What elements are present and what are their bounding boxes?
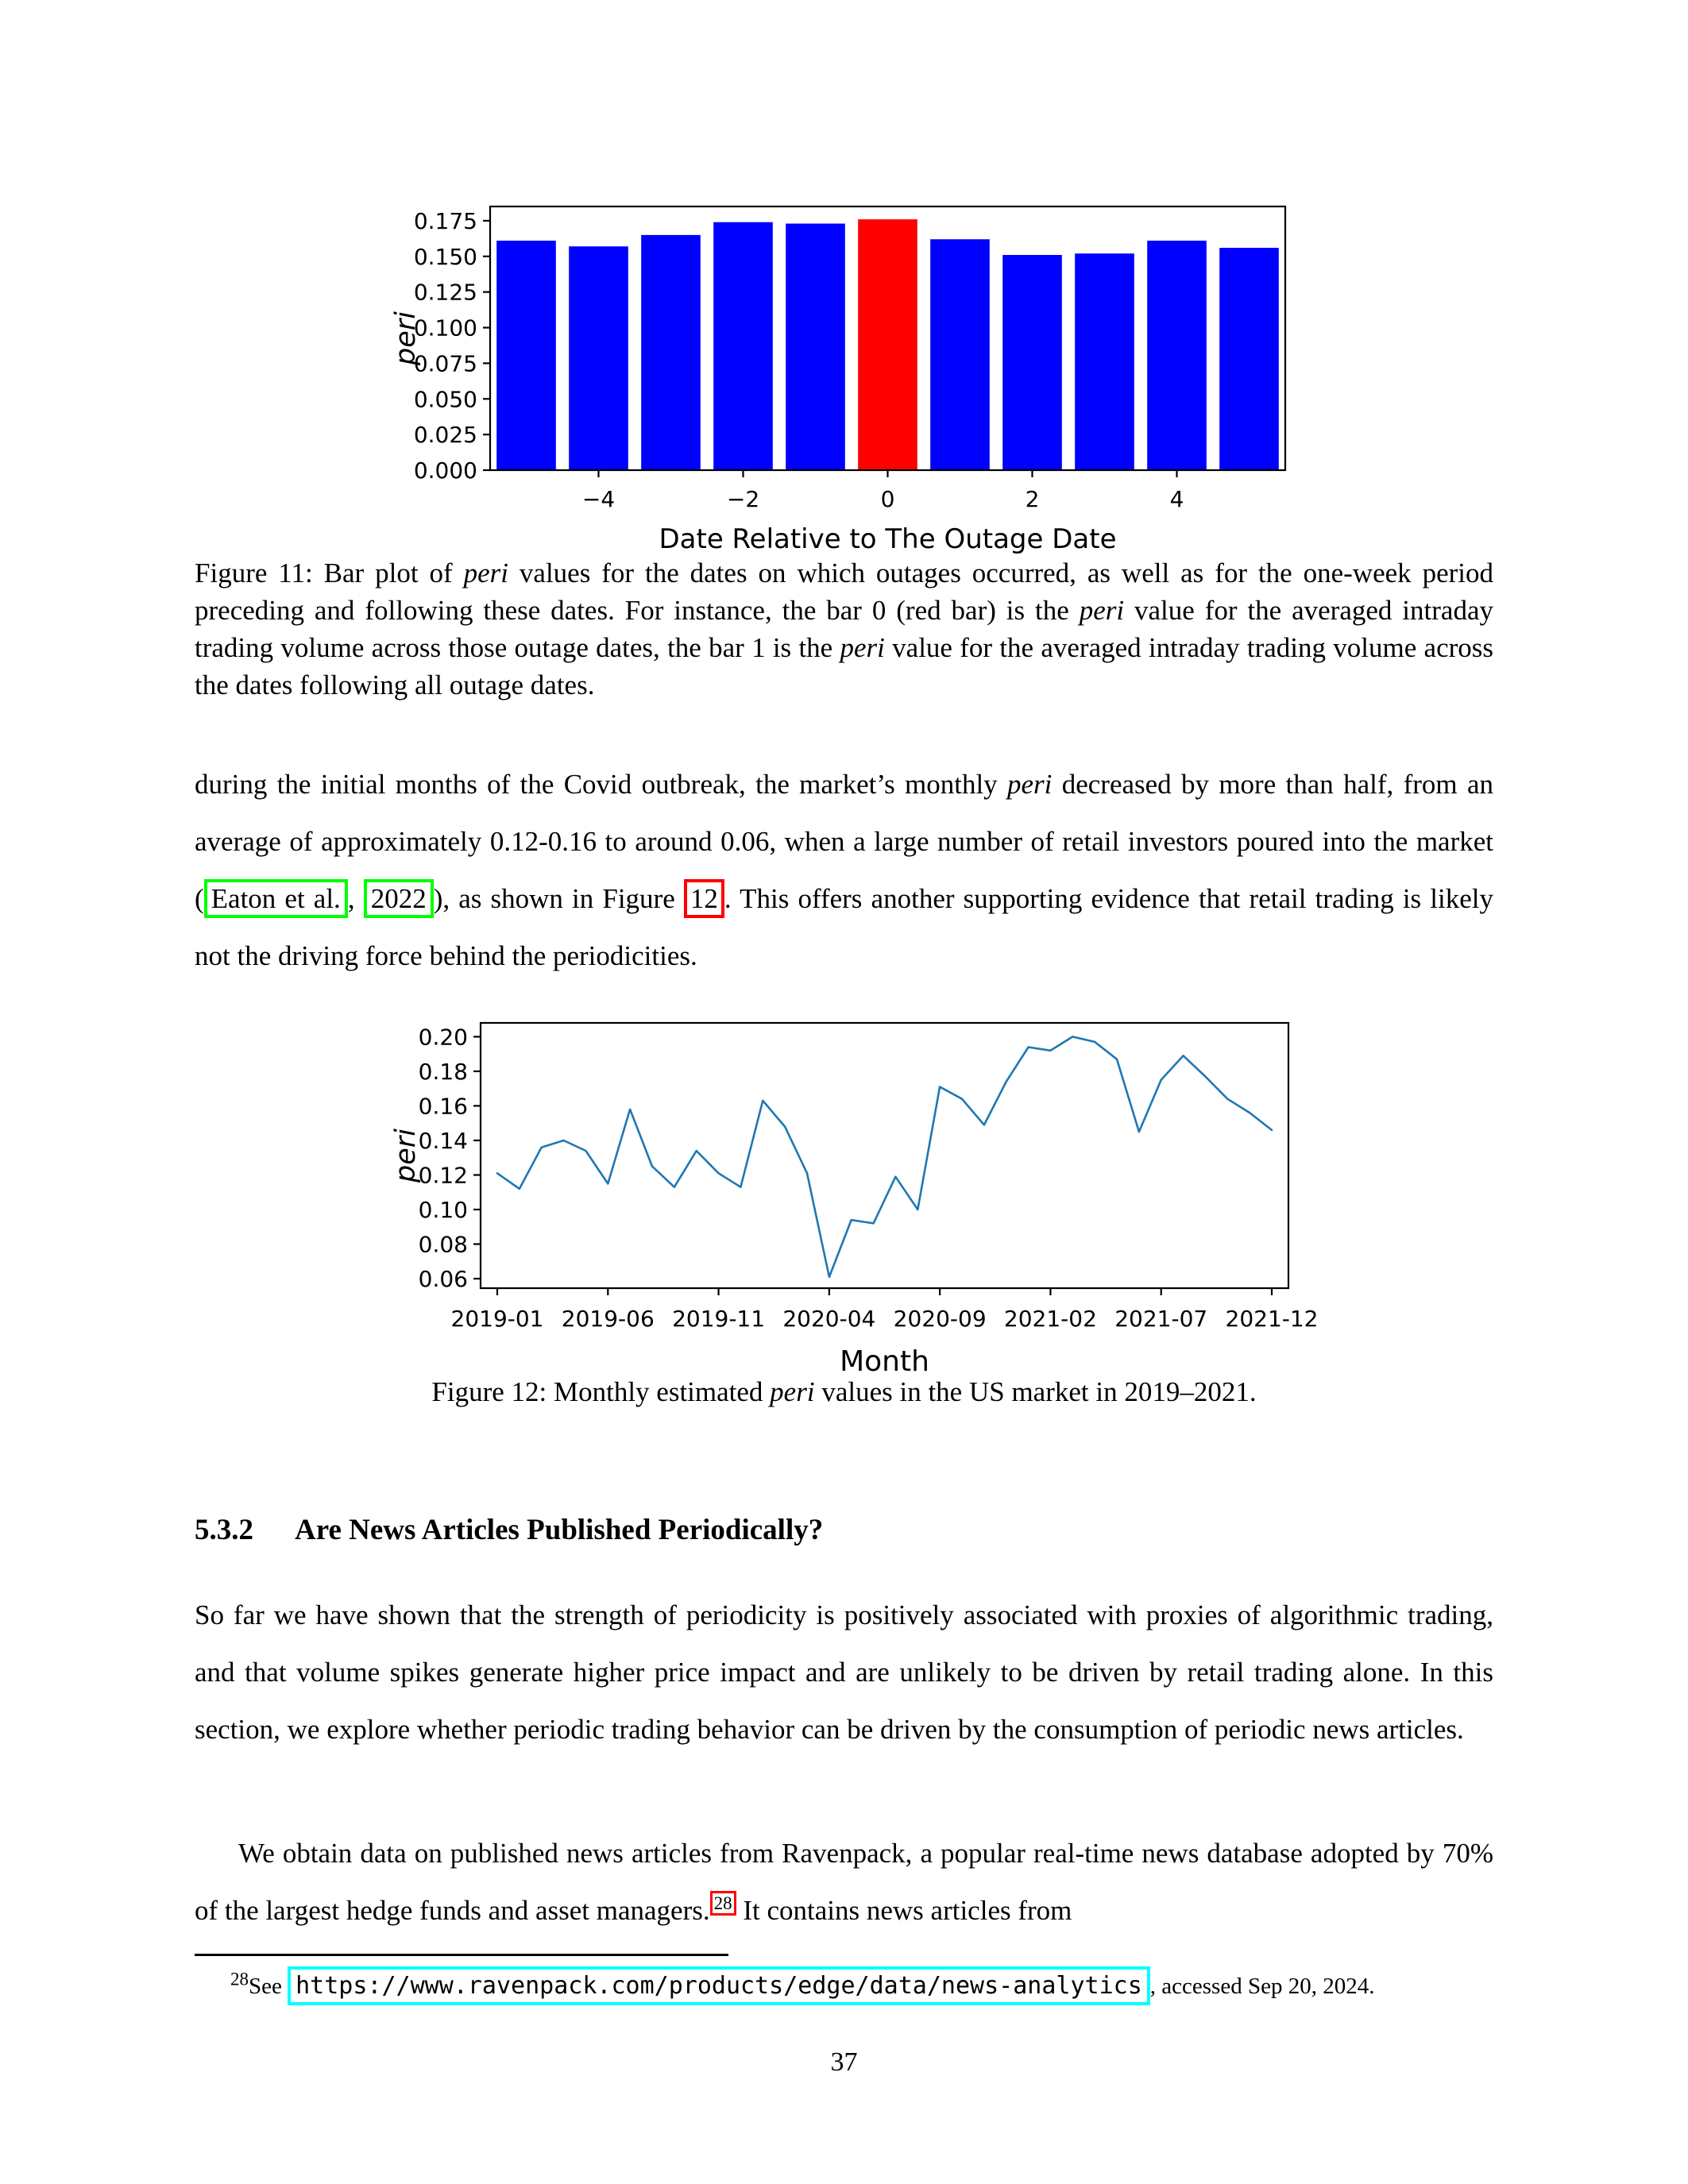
caption12-text: Figure 12: Monthly estimated [431, 1376, 771, 1407]
figure12-line-chart [357, 994, 1327, 1383]
x-axis-label: Month [840, 1345, 929, 1378]
y-tick-label: 0.06 [418, 1266, 468, 1293]
caption11-text: value for the averaged intraday trading volume across those outage dates, the bar 1 is the [195, 595, 1493, 663]
paragraph-text: . This offers another supporting evidence that retail trading is likely not the driving force behind the periodicities. [195, 883, 1494, 971]
paragraph-text: ), as shown in Figure [433, 883, 684, 914]
y-tick-label: 0.14 [418, 1127, 468, 1154]
peri-series-line [497, 1036, 1272, 1277]
x-tick-label: 2 [1025, 486, 1040, 512]
caption12-text: values in the US market in 2019–2021. [814, 1376, 1257, 1407]
paragraph-1 [195, 756, 1493, 985]
y-axis-label: peri [390, 311, 422, 365]
footnote-text: See [249, 1974, 288, 1999]
x-tick-label: 2021-07 [1114, 1306, 1208, 1332]
citation-link-authors[interactable]: Eaton et al. [204, 879, 348, 918]
bar-x-3 [641, 235, 701, 470]
caption11-text: Figure 11: Bar plot of [195, 558, 464, 588]
bar-x2 [1002, 255, 1062, 470]
x-tick-label: 2021-12 [1225, 1306, 1319, 1332]
y-axis-label: peri [390, 1129, 422, 1183]
bar-x-2 [713, 222, 773, 470]
footnote-rule [195, 1954, 728, 1956]
footnote-marker: 28 [230, 1969, 249, 1989]
bar-x-4 [569, 246, 628, 470]
y-tick-label: 0.025 [413, 422, 477, 449]
section-heading [195, 1513, 1493, 1547]
bar-x3 [1075, 253, 1134, 470]
x-tick-label: 2019-01 [450, 1306, 544, 1332]
caption11-text: values for the dates on which outages occurred, as well as for the one-week period preceding and following these dates. For instance, the bar 0 (red bar) is the [195, 558, 1493, 626]
x-tick-label: −4 [581, 486, 616, 512]
y-tick-label: 0.100 [413, 314, 477, 341]
x-tick-label: 2019-06 [561, 1306, 655, 1332]
paragraph-text: during the initial months of the Covid outbreak, the market’s monthly [195, 769, 1008, 800]
paragraph-text: decreased by more than half, from an average of approximately 0.12-0.16 to around 0.06, when a large number of retail investors poured into the market ( [195, 769, 1493, 914]
peri-term: peri [770, 1376, 815, 1407]
y-tick-label: 0.10 [418, 1196, 468, 1223]
x-tick-label: 4 [1169, 486, 1184, 512]
x-tick-label: 2020-04 [782, 1306, 876, 1332]
y-tick-label: 0.12 [418, 1162, 468, 1189]
peri-term: peri [1007, 769, 1053, 800]
y-tick-label: 0.18 [418, 1058, 468, 1085]
x-tick-label: 2020-09 [893, 1306, 987, 1332]
bar-x-5 [496, 241, 556, 470]
x-tick-label: 2019-11 [672, 1306, 766, 1332]
citation-link-year[interactable]: 2022 [364, 879, 434, 918]
footnote [195, 1968, 1493, 2005]
footnote-url-link[interactable]: https://www.ravenpack.com/products/edge/data/news-analytics [288, 1966, 1150, 2005]
section-title: Are News Articles Published Periodically? [295, 1514, 824, 1546]
figure11-caption [195, 554, 1493, 704]
y-tick-label: 0.150 [413, 243, 477, 270]
plot-frame [481, 1023, 1288, 1288]
y-tick-label: 0.08 [418, 1231, 468, 1258]
y-tick-label: 0.125 [413, 279, 477, 306]
paragraph-text: So far we have shown that the strength of periodicity is positively associated with proxies of algorithmic trading, and that volume spikes generate higher price impact and are unlikely to be driven by retail trading alone. In this section, we explore whether periodic trading behavior can be driven by the consumption of periodic news articles. [195, 1599, 1493, 1745]
y-tick-label: 0.075 [413, 350, 477, 377]
bar-x0 [858, 219, 917, 470]
paragraph-text: We obtain data on published news articles from Ravenpack, a popular real-time news database adopted by 70% of the largest hedge funds and asset managers. [195, 1838, 1493, 1926]
bar-x1 [930, 239, 990, 470]
figure12-caption [195, 1376, 1493, 1408]
footnote-reference-link[interactable]: 28 [710, 1891, 736, 1916]
paragraph-2 [195, 1587, 1493, 1758]
y-tick-label: 0.16 [418, 1093, 468, 1120]
y-tick-label: 0.050 [413, 386, 477, 413]
footnote-text: , accessed Sep 20, 2024. [1149, 1974, 1375, 1999]
bar-x5 [1219, 248, 1279, 470]
paragraph-text: , [347, 883, 364, 914]
page-number: 37 [830, 2047, 858, 2077]
paragraph-text: It contains news articles from [736, 1895, 1072, 1926]
peri-term: peri [840, 632, 885, 663]
figure-reference-link[interactable]: 12 [684, 879, 724, 918]
section-number: 5.3.2 [195, 1514, 253, 1546]
bar-x-1 [786, 224, 845, 470]
x-tick-label: −2 [726, 486, 760, 512]
x-tick-label: 2021-02 [1003, 1306, 1097, 1332]
y-tick-label: 0.175 [413, 207, 477, 234]
y-tick-label: 0.20 [418, 1024, 468, 1051]
x-tick-label: 0 [880, 486, 895, 512]
bar-x4 [1147, 241, 1207, 470]
peri-term: peri [1079, 595, 1125, 626]
figure11-bar-chart [357, 187, 1327, 556]
peri-term: peri [463, 558, 508, 588]
x-axis-label: Date Relative to The Outage Date [659, 523, 1117, 555]
y-tick-label: 0.000 [413, 457, 477, 484]
caption11-text: value for the averaged intraday trading volume across the dates following all outage dates. [195, 632, 1493, 700]
paragraph-3 [195, 1825, 1493, 1939]
